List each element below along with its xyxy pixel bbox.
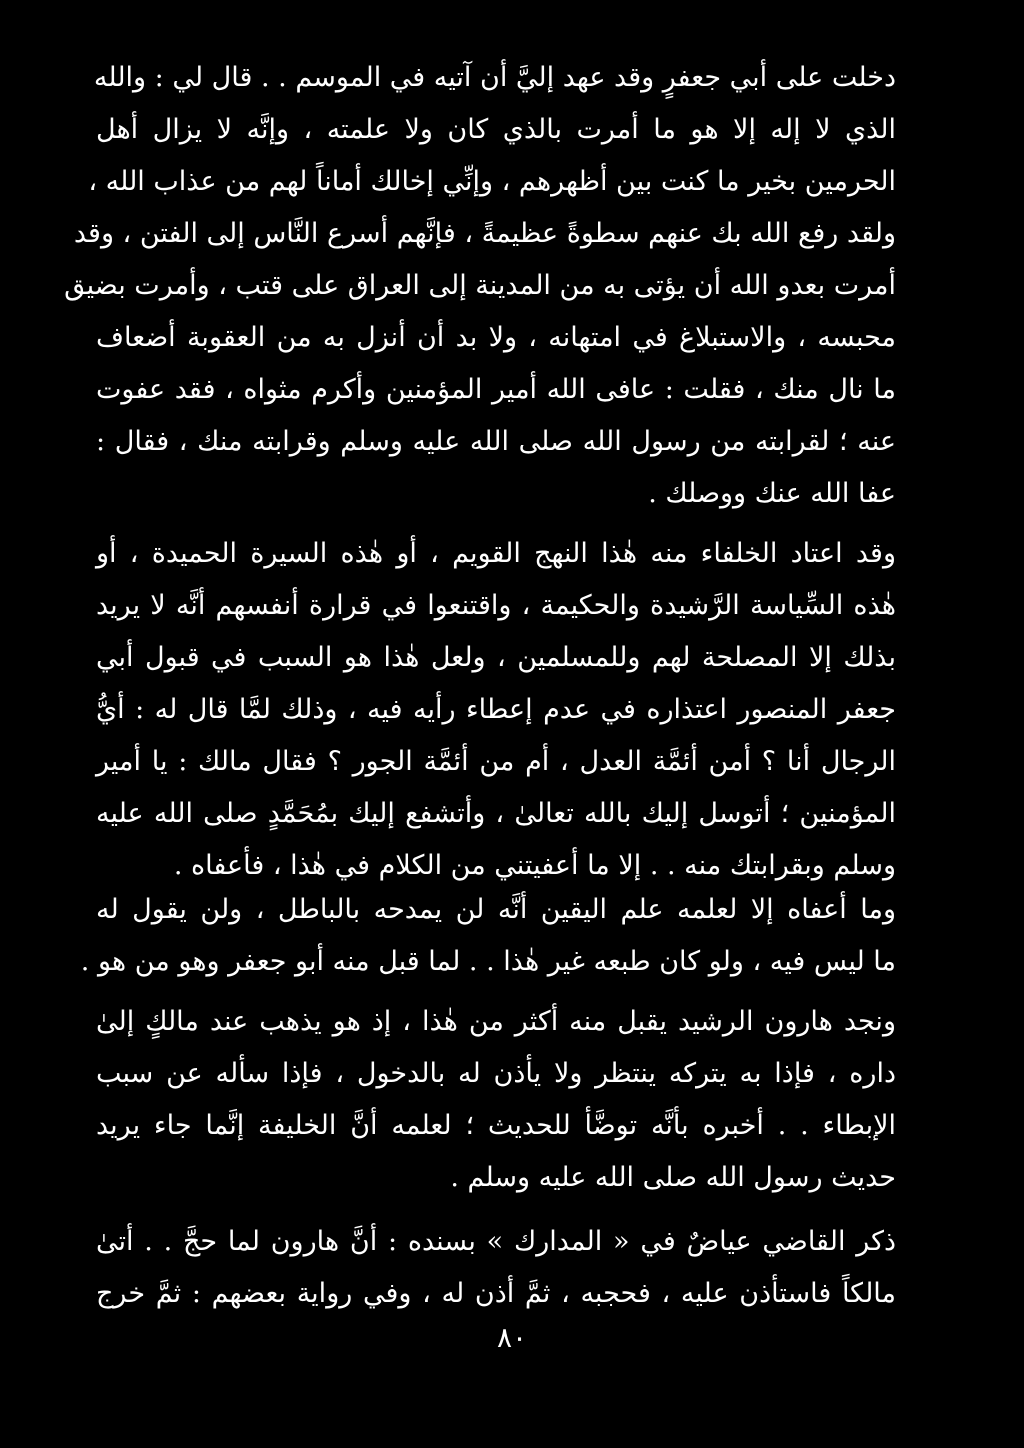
text-line: ما ليس فيه ، ولو كان طبعه غير هٰذا . . لما قبل منه أبو جعفر وهو من هو . [80, 946, 896, 977]
text-line: ونجد هارون الرشيد يقبل منه أكثر من هٰذا ، إذ هو يذهب عند مالكٍ إلىٰ [96, 1006, 896, 1037]
book-page [64, 52, 896, 1382]
text-line: حديث رسول الله صلى الله عليه وسلم . [450, 1162, 896, 1193]
text-line: عنه ؛ لقرابته من رسول الله صلى الله عليه وسلم وقرابته منك ، فقال : [96, 426, 896, 457]
text-line: محبسه ، والاستبلاغ في امتهانه ، ولا بد أن أنزل به من العقوبة أضعاف [96, 322, 896, 353]
text-line: مالكاً فاستأذن عليه ، فحجبه ، ثمَّ أذن له ، وفي رواية بعضهم : ثمَّ خرج [96, 1278, 896, 1309]
text-line: ولقد رفع الله بك عنهم سطوةً عظيمةً ، فإنَّهم أسرع النَّاس إلى الفتن ، وقد [73, 218, 896, 249]
page-number: ٨٠ [496, 1321, 528, 1354]
text-line: داره ، فإذا به يتركه ينتظر ولا يأذن له بالدخول ، فإذا سأله عن سبب [96, 1058, 896, 1089]
text-line: عفا الله عنك ووصلك . [648, 478, 896, 509]
text-line: وقد اعتاد الخلفاء منه هٰذا النهج القويم ، أو هٰذه السيرة الحميدة ، أو [96, 538, 896, 569]
paragraph-2 [96, 528, 896, 892]
paragraph-1 [64, 52, 896, 520]
text-line: دخلت على أبي جعفرٍ وقد عهد إليَّ أن آتيه في الموسم . . قال لي : والله [93, 62, 896, 93]
text-line: جعفر المنصور اعتذاره في عدم إعطاء رأيه فيه ، وذلك لمَّا قال له : أيُّ [96, 694, 896, 725]
text-line: وسلم وبقرابتك منه . . إلا ما أعفيتني من الكلام في هٰذا ، فأعفاه . [173, 850, 896, 881]
paragraph-5 [96, 1216, 896, 1320]
text-line: الإبطاء . . أخبره بأنَّه توضَّأ للحديث ؛ لعلمه أنَّ الخليفة إنَّما جاء يريد [96, 1110, 896, 1141]
text-line: المؤمنين ؛ أتوسل إليك بالله تعالىٰ ، وأتشفع إليك بمُحَمَّدٍ صلى الله عليه [96, 798, 896, 829]
paragraph-4 [96, 996, 896, 1204]
text-line: الرجال أنا ؟ أمن أئمَّة العدل ، أم من أئمَّة الجور ؟ فقال مالك : يا أمير [96, 746, 896, 777]
text-line: هٰذه السِّياسة الرَّشيدة والحكيمة ، واقتنعوا في قرارة أنفسهم أنَّه لا يريد [96, 590, 896, 621]
text-line: أمرت بعدو الله أن يؤتى به من المدينة إلى العراق على قتب ، وأمرت بضيق [64, 270, 896, 301]
text-line: الحرمين بخير ما كنت بين أظهرهم ، وإنِّي إخالك أماناً لهم من عذاب الله ، [88, 166, 896, 197]
text-line: ما نال منك ، فقلت : عافى الله أمير المؤمنين وأكرم مثواه ، فقد عفوت [96, 374, 896, 405]
text-line: ذكر القاضي عياضٌ في « المدارك » بسنده : أنَّ هارون لما حجَّ . . أتىٰ [96, 1226, 896, 1257]
text-line: وما أعفاه إلا لعلمه علم اليقين أنَّه لن يمدحه بالباطل ، ولن يقول له [96, 894, 896, 925]
paragraph-3 [80, 884, 896, 988]
text-line: بذلك إلا المصلحة لهم وللمسلمين ، ولعل هٰذا هو السبب في قبول أبي [96, 642, 896, 673]
text-line: الذي لا إله إلا هو ما أمرت بالذي كان ولا علمته ، وإنَّه لا يزال أهل [96, 114, 896, 145]
